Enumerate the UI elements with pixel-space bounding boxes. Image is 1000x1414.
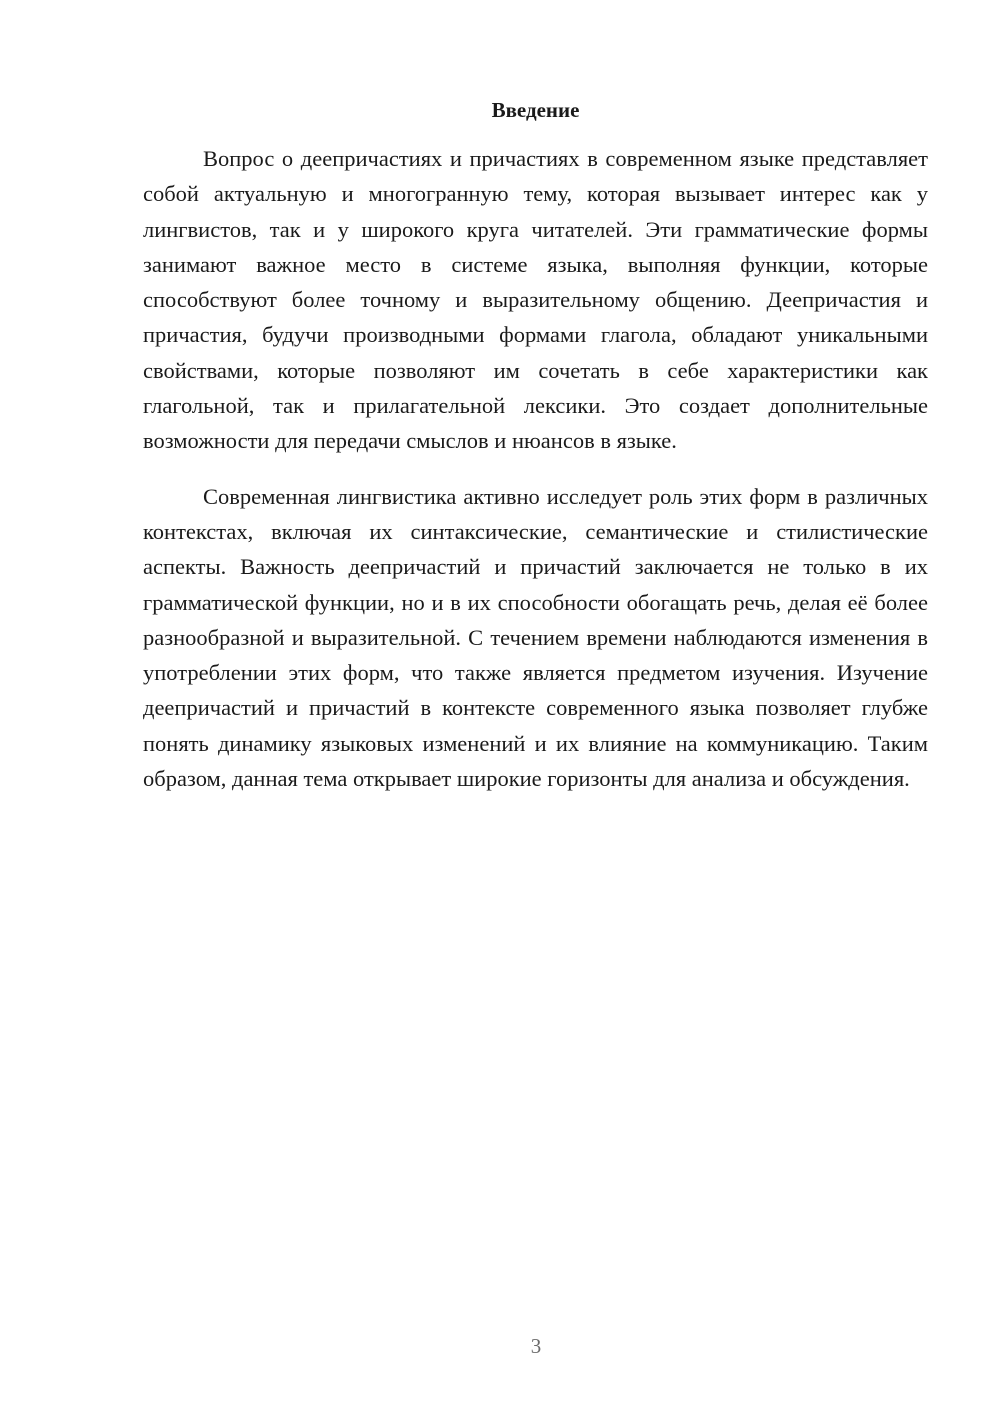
body-text: [143, 141, 928, 796]
section-heading: Введение: [491, 98, 580, 122]
paragraph-1: Вопрос о деепричастиях и причастиях в современном языке представляет собой актуальную и многогранную тему, которая вызывает интерес как у лингвистов, так и у широкого круга читателей. Эти грамматические формы занимают важное место в системе языка, выполняя функции, которые способствуют более точному и выразительному общению. Деепричастия и причастия, будучи производными формами глагола, обладают уникальными свойствами, которые позволяют им сочетать в себе характеристики как глагольной, так и прилагательной лексики. Это создает дополнительные возможности для передачи смыслов и нюансов в языке.: [143, 146, 928, 454]
page-number: 3: [530, 1334, 542, 1358]
paragraph-2: Современная лингвистика активно исследует роль этих форм в различных контекстах, включая их синтаксические, семантические и стилистические аспекты. Важность деепричастий и причастий заключается не только в их грамматической функции, но и в их способности обогащать речь, делая её более разнообразной и выразительной. С течением времени наблюдаются изменения в употреблении этих форм, что также является предметом изучения. Изучение деепричастий и причастий в контексте современного языка позволяет глубже понять динамику языковых изменений и их влияние на коммуникацию. Таким образом, данная тема открывает широкие горизонты для анализа и обсуждения.: [143, 483, 928, 792]
